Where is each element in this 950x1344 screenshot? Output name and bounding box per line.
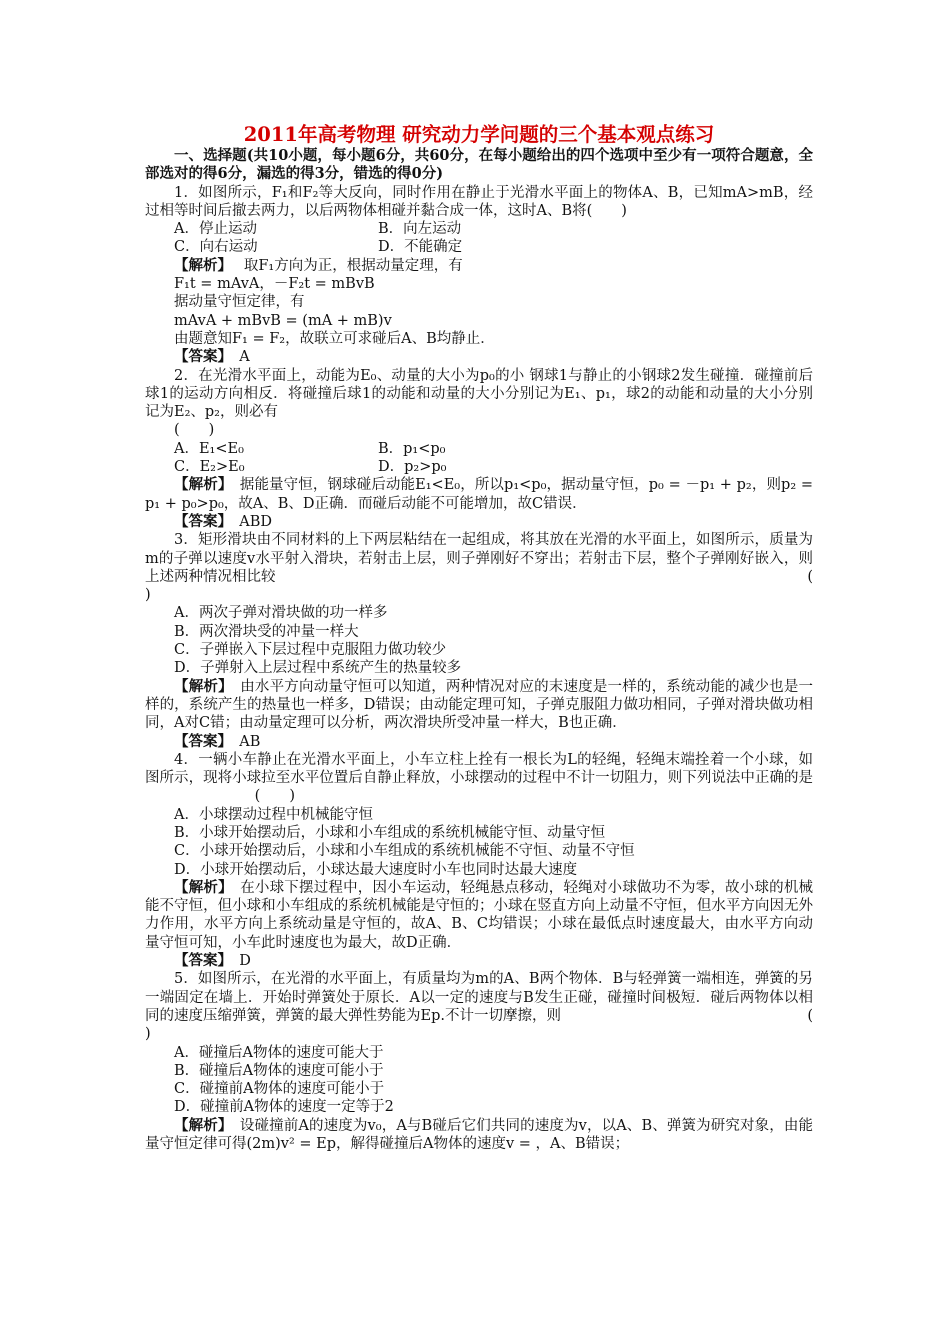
q1-analysis-line5: 由题意知F₁ = F₂，故联立可求碰后A、B均静止．: [174, 330, 495, 347]
q1-analysis-label: 【解析】: [174, 256, 225, 274]
q2-option-b: B．p₁<p₀: [378, 440, 446, 457]
q2-analysis-text: 据能量守恒，钢球碰后动能E₁<E₀，所以p₁<p₀，据动量守恒，p₀ = －p₁ + p₂，则p₂ = p₁ + p₀>p₀，故A、B、D正确．而碰后动能不可能增加，故C错误．: [145, 477, 814, 512]
q4-option-c: C．小球开始摆动后，小球和小车组成的系统机械能不守恒、动量不守恒: [174, 843, 635, 860]
q1-analysis-line4: mAvA + mBvB = (mA + mB)v: [174, 312, 392, 329]
q5-analysis-text: 设碰撞前A的速度为v₀，A与B碰后它们共同的速度为v，以A、B、弹簧为研究对象，由能量守恒定律可得(2m)v² = Ep，解得碰撞后A物体的速度v = ，A、B错误；: [145, 1117, 814, 1153]
q2-analysis: [145, 476, 813, 513]
q1-option-c: C．向右运动: [174, 239, 258, 256]
q2-stem: 2．在光滑水平面上，动能为E₀、动量的大小为p₀的小 钢球1与静止的小钢球2发生碰撞．碰撞前后球1的运动方向相反．将碰撞后球1的动能和动量的大小分别记为E₁、p₁，球2的动能和动量的大小分别记为E₂、p₂，则必有: [145, 367, 813, 421]
q1-option-b: B．向左运动: [378, 221, 462, 238]
q1-analysis-line1: 【解析】 取F₁方向为正，根据动量定理，有: [174, 256, 463, 274]
q3-stem: 3．矩形滑块由不同材料的上下两层粘结在一起组成，将其放在光滑的水平面上，如图所示，质量为m的子弹以速度v水平射入滑块，若射击上层，则子弹刚好不穿出；若射击下层，整个子弹刚好嵌入，则上述两种情况相比较 (: [145, 532, 813, 585]
q5-option-c: C．碰撞前A物体的速度可能小于: [174, 1081, 385, 1098]
q4-option-b: B．小球开始摆动后，小球和小车组成的系统机械能守恒、动量守恒: [174, 824, 606, 841]
q1-answer: [145, 348, 813, 366]
q2-analysis-label: 【解析】: [174, 476, 226, 494]
q5-option-d: D．碰撞前A物体的速度一定等于2: [174, 1099, 394, 1116]
q1-analysis-line3: 据动量守恒定律，有: [174, 294, 305, 311]
q4-option-d: D．小球开始摆动后，小球达最大速度时小车也同时达最大速度: [174, 861, 578, 878]
q3-analysis: [145, 678, 813, 733]
q3-option-a: A．两次子弹对滑块做的功一样多: [174, 605, 388, 622]
q2-option-c: C．E₂>E₀: [174, 459, 245, 476]
q3-bracket-open: (: [807, 568, 813, 585]
q1-answer-label: 【答案】: [174, 348, 225, 366]
q1-option-a: A．停止运动: [174, 221, 257, 238]
page-title: 2011年高考物理 研究动力学问题的三个基本观点练习: [243, 123, 715, 146]
q5-analysis-label: 【解析】: [174, 1116, 226, 1134]
q3-answer-label: 【答案】: [174, 732, 225, 750]
q5-option-b: B．碰撞后A物体的速度可能小于: [174, 1062, 384, 1079]
q1-options-row1: [145, 220, 813, 238]
q3-option-c: C．子弹嵌入下层过程中克服阻力做功较少: [174, 642, 447, 659]
q1-option-d: D．不能确定: [378, 239, 463, 256]
q5-analysis: [145, 1117, 813, 1154]
q4-analysis: [145, 879, 813, 952]
q1-answer-value: A: [239, 349, 250, 366]
q2-options-row2: [145, 458, 813, 476]
q2-answer-label: 【答案】: [174, 512, 225, 530]
q4-stem: 4．一辆小车静止在光滑水平面上，小车立柱上拴有一根长为L的轻绳，轻绳末端拴着一个小球，如图所示，现将小球拉至水平位置后自静止释放，小球摆动的过程中不计一切阻力，则下列说法中正确的是( ): [145, 751, 813, 805]
q4-answer-value: D: [239, 953, 251, 970]
q5-option-a: A．碰撞后A物体的速度可能大于: [174, 1044, 384, 1061]
q3-analysis-text: 由水平方向动量守恒可以知道，两种情况对应的末速度是一样的，系统动能的减少也是一样的，系统产生的热量也一样多，D错误；由动能定理可知，子弹克服阻力做功相同，子弹对滑块做功相同，A对C错；由动量定理可以分析，两次滑块所受冲量一样大，B也正确．: [145, 678, 814, 732]
q3-option-d: D．子弹射入上层过程中系统产生的热量较多: [174, 660, 462, 677]
q4-answer-label: 【答案】: [174, 952, 225, 970]
q2-answer-value: ABD: [239, 513, 273, 530]
q2-options-row1: [145, 440, 813, 458]
q1-stem: 1．如图所示，F₁和F₂等大反向，同时作用在静止于光滑水平面上的物体A、B，已知mA>mB，经过相等时间后撤去两力，以后两物体相碰并黏合成一体，这时A、B将( ): [145, 184, 813, 219]
q3-option-b: B．两次滑块受的冲量一样大: [174, 623, 359, 640]
q5-bracket-close: ): [145, 1026, 151, 1043]
q3-bracket-close: ): [145, 587, 151, 604]
q4-answer: [145, 952, 813, 970]
q1-options-row2: [145, 238, 813, 256]
q3-answer: [145, 733, 813, 751]
section-heading: 一、选择题(共10小题，每小题6分，共60分，在每小题给出的四个选项中至少有一项符合题意，全部选对的得6分，漏选的得3分，错选的得0分): [145, 147, 813, 183]
q4-bracket: ( ): [254, 788, 295, 805]
q4-option-a: A．小球摆动过程中机械能守恒: [174, 806, 373, 823]
q1-analysis-line2: F₁t = mAvA，－F₂t = mBvB: [174, 276, 375, 293]
q2-bracket: ( ): [174, 422, 215, 439]
q2-option-d: D．p₂>p₀: [378, 459, 447, 476]
q2-answer: [145, 513, 813, 531]
q4-analysis-label: 【解析】: [174, 878, 226, 896]
q5-stem: 5．如图所示，在光滑的水平面上，有质量均为m的A、B两个物体．B与轻弹簧一端相连，弹簧的另一端固定在墙上．开始时弹簧处于原长．A以一定的速度与B发生正碰，碰撞时间极短．碰后两物体以相同的速度压缩弹簧，弹簧的最大弹性势能为Ep.不计一切摩擦，则 (: [145, 971, 813, 1024]
document-page: [145, 123, 813, 1153]
q3-answer-value: AB: [239, 733, 261, 750]
q5-bracket-open: (: [807, 1007, 813, 1024]
q2-option-a: A．E₁<E₀: [174, 440, 244, 457]
q4-analysis-text: 在小球下摆过程中，因小车运动，轻绳悬点移动，轻绳对小球做功不为零，故小球的机械能不守恒，但小球和小车组成的系统机械能是守恒的；小球在竖直方向上动量不守恒，但水平方向因无外力作用，水平方向上系统动量是守恒的，故A、B、C均错误；小球在最低点时速度最大，由水平方向动量守恒可知，小车此时速度也为最大，故D正确．: [145, 879, 814, 951]
q3-analysis-label: 【解析】: [174, 677, 226, 695]
